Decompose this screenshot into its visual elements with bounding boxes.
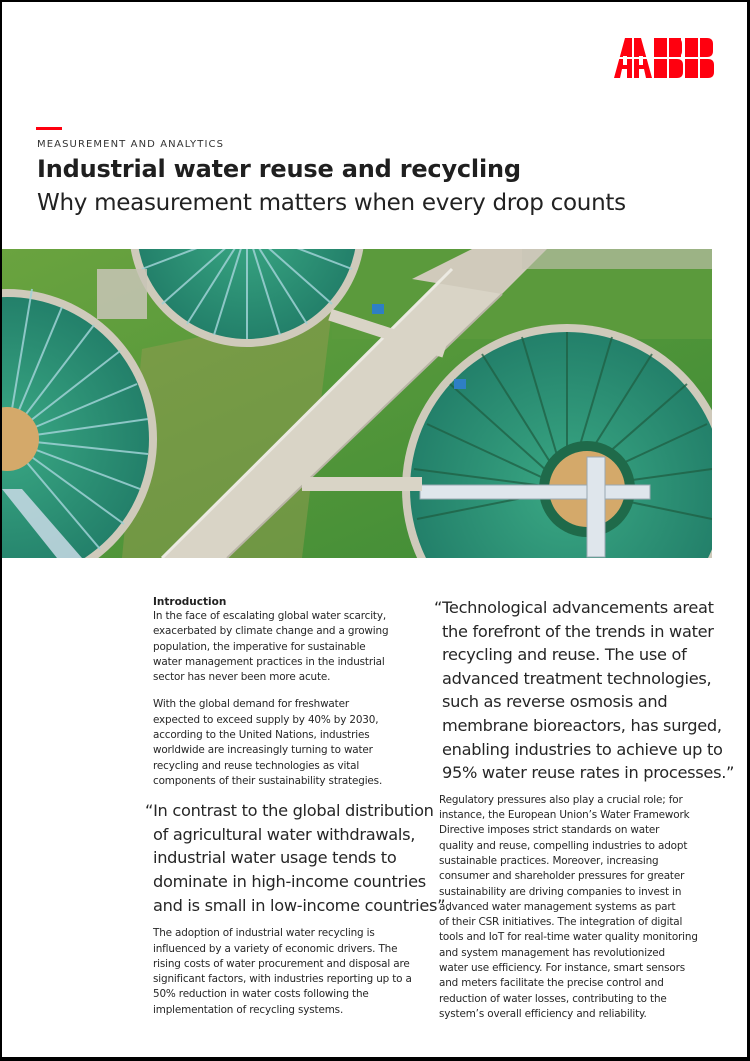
text-line: reduction of water losses, contributing to the (439, 992, 667, 1005)
quote-line: enabling industries to achieve up to (442, 739, 723, 759)
text-line: and system management has revolutionized (439, 946, 665, 959)
text-line: sustainable practices. Moreover, increasing (439, 854, 659, 867)
quote-line: recycling and reuse. The use of (442, 645, 687, 665)
category-label: MEASUREMENT AND ANALYTICS (37, 139, 225, 150)
text-line: expected to exceed supply by 40% by 2030, (153, 713, 379, 726)
text-line: Directive imposes strict standards on water (439, 824, 660, 837)
quote-line: 95% water reuse rates in processes.” (442, 763, 735, 783)
quote-line: the forefront of the trends in water (442, 621, 714, 641)
text-line: advanced water management systems as part (439, 900, 676, 913)
page-title: Industrial water reuse and recycling (37, 155, 521, 183)
accent-bar (36, 127, 62, 130)
text-line: Regulatory pressures also play a crucial role; for (439, 793, 683, 806)
text-line: tools and IoT for real-time water quality monitoring (439, 931, 698, 944)
text-line: according to the United Nations, industries (153, 729, 370, 742)
quote-line: advanced treatment technologies, (442, 668, 712, 688)
text-line: quality and reuse, compelling industries to adopt (439, 839, 688, 852)
text-line: sector has never been more acute. (153, 671, 331, 684)
document-page (2, 2, 747, 1057)
abb-logo (614, 38, 714, 78)
demand-paragraph (153, 697, 428, 789)
quote-line: such as reverse osmosis and (442, 692, 668, 712)
text-line: The adoption of industrial water recycling is (153, 927, 375, 940)
page-subtitle: Why measurement matters when every drop counts (37, 188, 626, 216)
text-line: significant factors, with industries reporting up to a (153, 973, 412, 986)
left-column (145, 596, 451, 1018)
text-line: rising costs of water procurement and disposal are (153, 957, 410, 970)
quote-line: industrial water usage tends to (153, 848, 397, 868)
pull-quote-left (145, 799, 451, 917)
quote-line: “In contrast to the global distribution (145, 801, 434, 821)
text-line: implementation of recycling systems. (153, 1003, 344, 1016)
pull-quote-right (434, 596, 735, 785)
text-line: sustainability are driving companies to invest in (439, 885, 682, 898)
text-line: In the face of escalating global water scarcity, (153, 610, 387, 622)
regulatory-paragraph (439, 793, 724, 1022)
quote-line: dominate in high-income countries (153, 872, 426, 892)
text-line: recycling and reuse technologies as vital (153, 759, 360, 772)
intro-paragraph (153, 609, 428, 685)
economic-drivers-paragraph (153, 926, 428, 1018)
text-line: influenced by a variety of economic drivers. The (153, 942, 398, 955)
text-line: and meters facilitate the precise control and (439, 977, 664, 990)
quote-line: “Technological advancements areat (434, 598, 714, 617)
text-line: water management practices in the industrial (153, 655, 385, 668)
text-line: 50% reduction in water costs following the (153, 988, 369, 1001)
text-line: With the global demand for freshwater (153, 698, 349, 711)
text-line: population, the imperative for sustainable (153, 640, 366, 653)
text-line: system’s overall efficiency and reliability. (439, 1007, 647, 1020)
abb-logo-icon (614, 38, 714, 78)
text-line: consumer and shareholder pressures for greater (439, 870, 685, 883)
text-line: water use efficiency. For instance, smart sensors (439, 962, 685, 975)
text-line: of their CSR initiatives. The integration of digital (439, 916, 683, 929)
right-column (434, 596, 735, 1022)
text-line: worldwide are increasingly turning to water (153, 744, 373, 757)
text-line: instance, the European Union’s Water Framework (439, 809, 690, 822)
quote-line: membrane bioreactors, has surged, (442, 715, 722, 735)
quote-line: of agricultural water withdrawals, (153, 824, 416, 844)
water-treatment-plant-image (2, 249, 712, 558)
quote-line: and is small in low-income countries”. (153, 895, 451, 915)
text-line: components of their sustainability strategies. (153, 774, 383, 787)
hero-image (2, 249, 712, 558)
text-line: exacerbated by climate change and a growing (153, 625, 389, 638)
intro-heading: Introduction (153, 596, 227, 608)
